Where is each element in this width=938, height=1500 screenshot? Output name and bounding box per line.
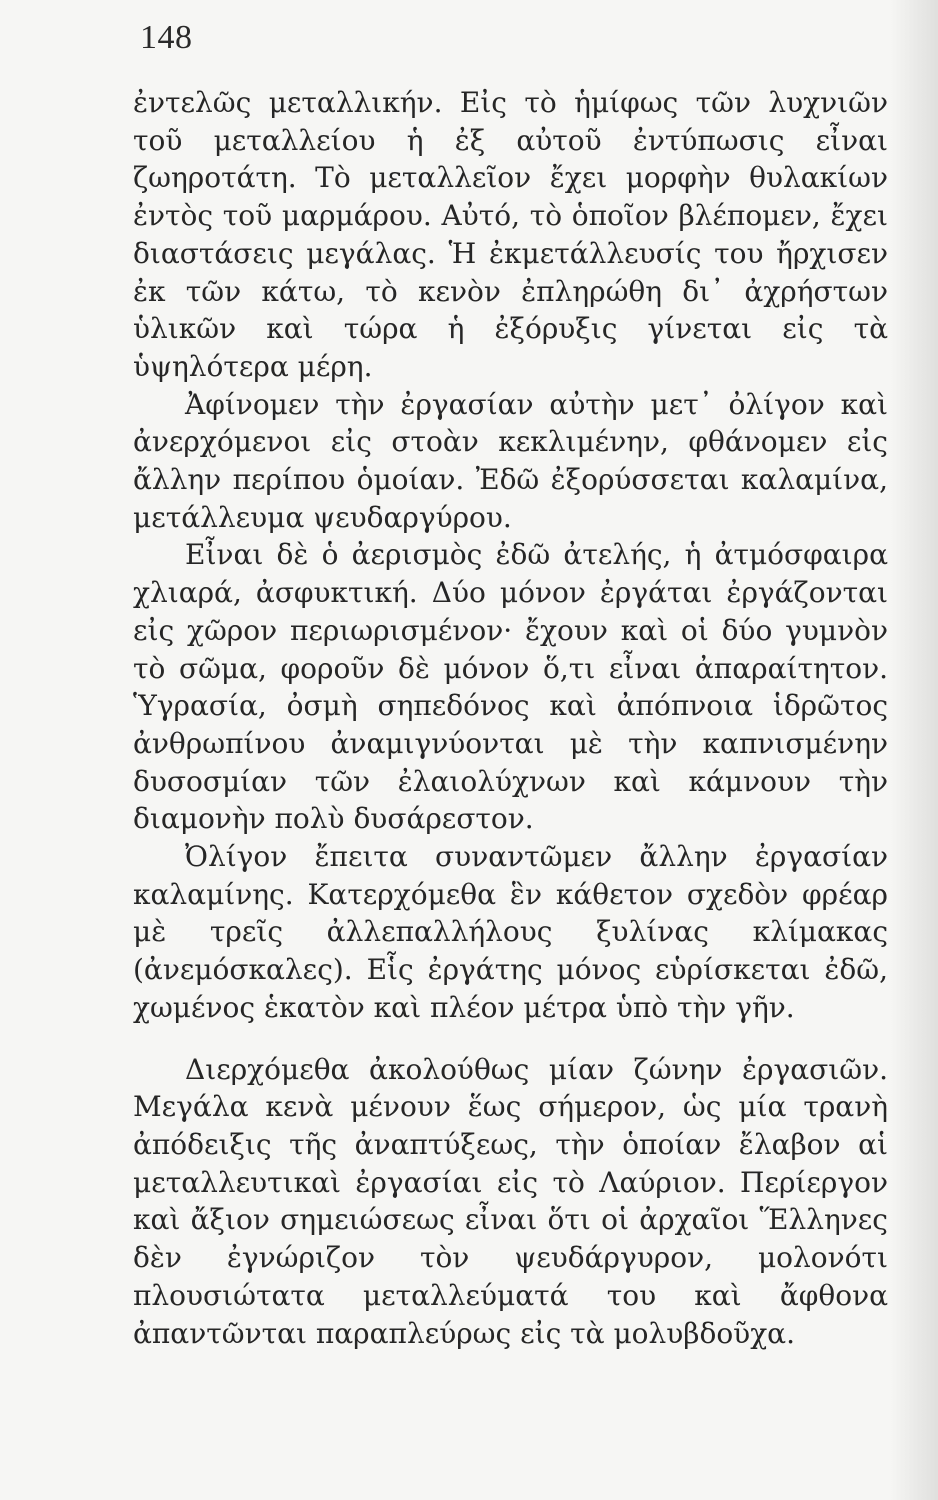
paragraph-3: Εἶναι δὲ ὁ ἀερισμὸς ἐδῶ ἀτελής, ἡ ἀτμόσφαιρα χλιαρά, ἀσφυκτική. Δύο μόνον ἐργάται ἐργάζονται εἰς χῶρον περιωρισμένον· ἔχουν καὶ οἱ δύο γυμνὸν τὸ σῶμα, φοροῦν δὲ μόνον ὅ,τι εἶναι ἀπαραίτητον. Ὑγρασία, ὀσμὴ σηπεδόνος καὶ ἀπόπνοια ἱδρῶτος ἀνθρωπίνου ἀναμιγνύονται μὲ τὴν καπνισμένην δυσοσμίαν τῶν ἐλαιολύχνων καὶ κάμνουν τὴν διαμονὴν πολὺ δυσάρεστον. xyxy=(133,538,888,836)
paragraph-5: Διερχόμεθα ἀκολούθως μίαν ζώνην ἐργασιῶν. Μεγάλα κενὰ μένουν ἕως σήμερον, ὡς μία τρανὴ ἀπόδειξις τῆς ἀναπτύξεως, τὴν ὁποίαν ἔλαβον αἱ μεταλλευτικαὶ ἐργασίαι εἰς τὸ Λαύριον. Περίεργον καὶ ἄξιον σημειώσεως εἶναι ὅτι οἱ ἀρχαῖοι Ἕλληνες δὲν ἐγνώριζον τὸν ψευδάργυρον, μολονότι πλουσιώτατα μεταλλεύματά του καὶ ἄφθονα ἀπαντῶνται παραπλεύρως εἰς τὰ μολυβδοῦχα. xyxy=(133,1052,888,1350)
page-number: 148 xyxy=(140,19,193,56)
page-body-text xyxy=(133,84,888,1352)
paragraph-1: ἐντελῶς μεταλλικήν. Εἰς τὸ ἡμίφως τῶν λυχνιῶν τοῦ μεταλλείου ἡ ἐξ αὐτοῦ ἐντύπωσις εἶναι ζωηροτάτη. Τὸ μεταλλεῖον ἔχει μορφὴν θυλακίων ἐντὸς τοῦ μαρμάρου. Αὐτό, τὸ ὁποῖον βλέπομεν, ἔχει διαστάσεις μεγάλας. Ἡ ἐκμετάλλευσίς του ἤρχισεν ἐκ τῶν κάτω, τὸ κενὸν ἐπληρώθη δι᾽ ἀχρήστων ὑλικῶν καὶ τώρα ἡ ἐξόρυξις γίνεται εἰς τὰ ὑψηλότερα μέρη. xyxy=(133,86,888,383)
page-spine-shadow xyxy=(890,0,938,1500)
paragraph-4: Ὀλίγον ἔπειτα συναντῶμεν ἄλλην ἐργασίαν καλαμίνης. Κατερχόμεθα ἓν κάθετον σχεδὸν φρέαρ μὲ τρεῖς ἀλλεπαλλήλους ξυλίνας κλίμακας (ἀνεμόσκαλες). Εἷς ἐργάτης μόνος εὑρίσκεται ἐδῶ, χωμένος ἑκατὸν καὶ πλέον μέτρα ὑπὸ τὴν γῆν. xyxy=(133,840,888,1024)
paragraph-2: Ἀφίνομεν τὴν ἐργασίαν αὐτὴν μετ᾽ ὀλίγον καὶ ἀνερχόμενοι εἰς στοὰν κεκλιμένην, φθάνομεν εἰς ἄλλην περίπου ὁμοίαν. Ἐδῶ ἐξορύσσεται καλαμίνα, μετάλλευμα ψευδαργύρου. xyxy=(133,387,888,534)
